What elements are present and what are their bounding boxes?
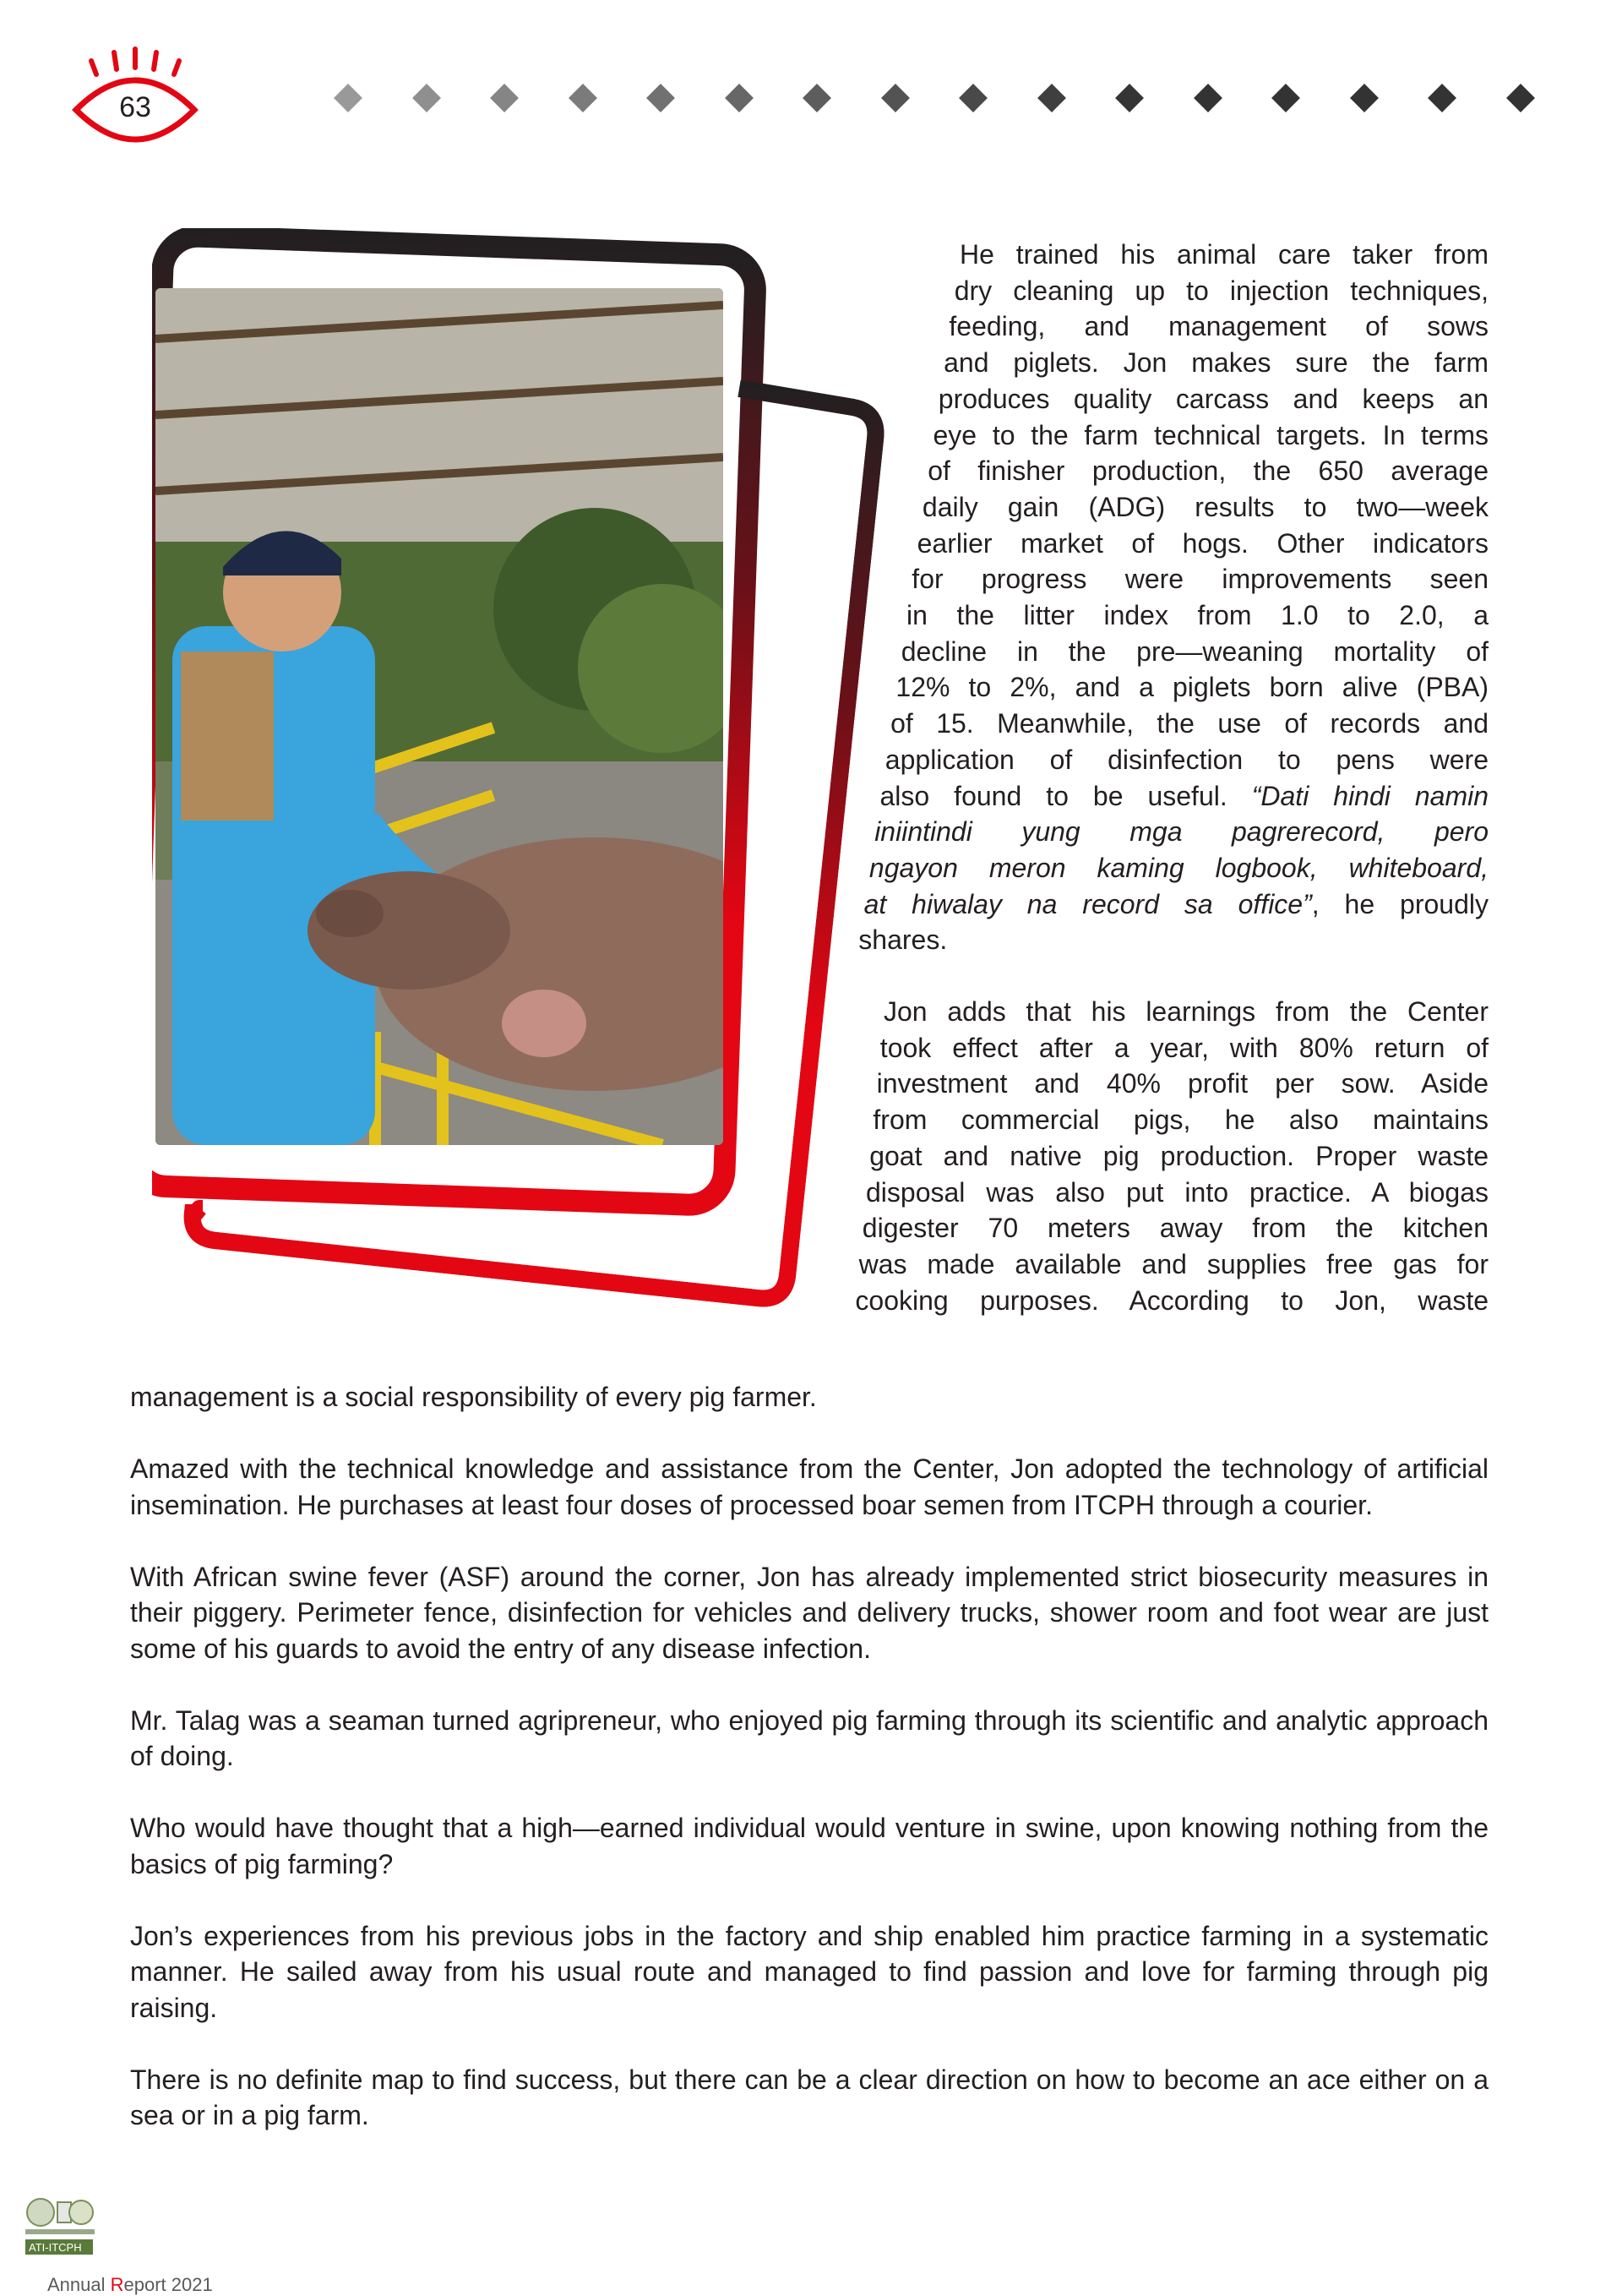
diamond-icon bbox=[1037, 84, 1066, 112]
text-line: investment and 40% profit per sow. Aside bbox=[876, 1068, 1489, 1099]
text-line: disposal was also put into practice. A biogas bbox=[866, 1176, 1489, 1208]
text-line bbox=[853, 814, 1489, 850]
quote-run: “Dati hindi namin bbox=[1251, 780, 1489, 811]
text-line: and piglets. Jon makes sure the farm bbox=[944, 347, 1489, 379]
report-label bbox=[47, 2274, 213, 2296]
quote-run: ngayon meron kaming logbook, whiteboard, bbox=[868, 852, 1489, 883]
page-number-badge bbox=[68, 42, 203, 152]
paragraph: management is a social responsibility of every pig farmer. bbox=[130, 1382, 817, 1412]
diamond-icon bbox=[1350, 84, 1379, 112]
paragraph: Who would have thought that a high—earned individual would venture in swine, upon knowing nothing from the basics of pig farming? bbox=[130, 1813, 1489, 1879]
diamond-icon bbox=[646, 84, 675, 112]
text-line: He trained his animal care taker from bbox=[960, 239, 1489, 270]
text-line: goat and native pig production. Proper waste bbox=[869, 1140, 1489, 1171]
body-text bbox=[130, 1379, 1489, 2169]
header-diamonds bbox=[338, 83, 1622, 117]
text-line bbox=[853, 850, 1489, 886]
text-line: application of disinfection to pens were bbox=[884, 744, 1489, 775]
report-label-rest: eport 2021 bbox=[123, 2274, 213, 2295]
text-line bbox=[853, 778, 1489, 815]
paragraph-learnings bbox=[853, 994, 1489, 1318]
text-line: shares. bbox=[858, 924, 948, 956]
text-line: of 15. Meanwhile, the use of records and bbox=[890, 708, 1489, 739]
text-line: took effect after a year, with 80% return of bbox=[879, 1032, 1489, 1063]
text-line: 12% to 2%, and a piglets born alive (PBA) bbox=[895, 672, 1489, 703]
text-line: dry cleaning up to injection techniques, bbox=[954, 275, 1489, 306]
diamond-icon bbox=[569, 84, 597, 112]
text-line: cooking purposes. According to Jon, waste bbox=[855, 1284, 1489, 1316]
farmer-photo bbox=[155, 288, 723, 1145]
paragraph: Mr. Talag was a seaman turned agripreneur, who enjoyed pig farming through its scientific and analytic approach of doing. bbox=[130, 1704, 1489, 1771]
text-line: was made available and supplies free gas for bbox=[858, 1248, 1489, 1279]
text-line: Jon adds that his learnings from the Center bbox=[884, 996, 1489, 1028]
text-line: eye to the farm technical targets. In terms bbox=[933, 419, 1489, 450]
paragraph: There is no definite map to find success, but there can be a clear direction on how to become an ace either on a sea or in a pig farm. bbox=[130, 2064, 1489, 2130]
paragraph: Jon’s experiences from his previous jobs in the factory and ship enabled him practice farming in a systematic manner. He sailed away from his usual route and managed to find passion and love for farming through pig raising. bbox=[130, 1920, 1489, 2023]
diamond-icon bbox=[412, 84, 441, 112]
diamond-icon bbox=[1428, 84, 1456, 112]
report-label-annual: Annual bbox=[47, 2274, 111, 2295]
text-line: earlier market of hogs. Other indicators bbox=[917, 527, 1489, 559]
org-label: ATI-ITCPH bbox=[29, 2241, 82, 2254]
text-line: daily gain (ADG) results to two—week bbox=[922, 491, 1489, 522]
paragraph: Amazed with the technical knowledge and assistance from the Center, Jon adopted the technology of artificial insemination. He purchases at least four doses of processed boar semen from ITCPH through a courier. bbox=[130, 1453, 1489, 1520]
diamond-icon bbox=[1115, 84, 1144, 112]
diamond-icon bbox=[1194, 84, 1222, 112]
paragraph-training bbox=[853, 237, 1489, 958]
text-line: produces quality carcass and keeps an bbox=[938, 383, 1489, 414]
ati-itcph-logo-icon bbox=[22, 2195, 98, 2271]
quote-run: iniintindi yung mga pagrerecord, pero bbox=[874, 816, 1489, 848]
text-line: in the litter index from 1.0 to 2.0, a bbox=[906, 600, 1489, 631]
text-line: decline in the pre—weaning mortality of bbox=[901, 635, 1489, 667]
right-column-text bbox=[853, 237, 1489, 1354]
report-label-r: R bbox=[110, 2274, 124, 2295]
photo-farmer-with-pig bbox=[155, 288, 723, 1145]
text-line: feeding, and management of sows bbox=[949, 311, 1489, 342]
diamond-icon bbox=[1271, 84, 1300, 112]
footer-logo bbox=[22, 2195, 242, 2295]
diamond-icon bbox=[1506, 84, 1535, 112]
text-line: for progress were improvements seen bbox=[912, 564, 1489, 595]
diamond-icon bbox=[725, 84, 754, 112]
text-run: also found to be useful. bbox=[879, 780, 1252, 811]
text-line bbox=[853, 886, 1489, 923]
text-line: of finisher production, the 650 average bbox=[928, 455, 1489, 487]
text-line: digester 70 meters away from the kitchen bbox=[862, 1213, 1489, 1244]
paragraph: With African swine fever (ASF) around the corner, Jon has already implemented strict biosecurity measures in their piggery. Perimeter fence, disinfection for vehicles and delivery trucks, shower room and foot wear are just some of his guards to avoid the entry of any disease infection. bbox=[130, 1561, 1489, 1664]
diamond-icon bbox=[490, 84, 519, 112]
text-run: , he proudly bbox=[1311, 888, 1489, 919]
diamond-icon bbox=[334, 84, 362, 112]
text-line: from commercial pigs, he also maintains bbox=[873, 1104, 1489, 1136]
page-number: 63 bbox=[119, 91, 151, 123]
diamond-icon bbox=[959, 84, 988, 112]
diamond-icon bbox=[881, 84, 910, 112]
quote-run: at hiwalay na record sa office” bbox=[863, 888, 1312, 919]
diamond-icon bbox=[803, 84, 831, 112]
